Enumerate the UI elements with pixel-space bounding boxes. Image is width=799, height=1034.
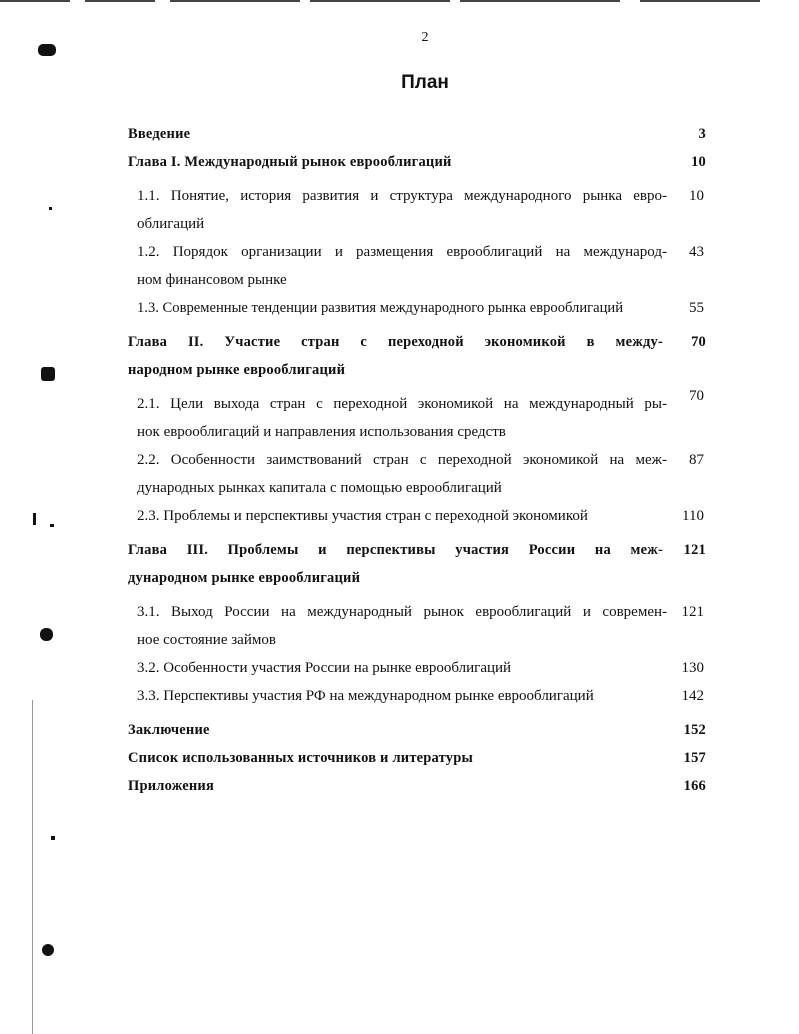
toc-page: 43 <box>689 244 704 260</box>
scan-left-edge <box>32 700 33 1034</box>
toc-label: 3.3. Перспективы участия РФ на международном рынке еврооблигаций <box>137 688 594 704</box>
table-of-contents <box>128 120 708 800</box>
toc-label: Заключение <box>128 722 210 738</box>
toc-section-3-1[interactable] <box>128 598 708 654</box>
toc-chapter-3[interactable] <box>128 536 708 592</box>
scan-mark <box>33 513 36 525</box>
scan-mark <box>40 628 53 641</box>
toc-label: 2.3. Проблемы и перспективы участия стран с переходной экономикой <box>137 508 588 524</box>
scan-mark <box>42 944 54 956</box>
toc-intro[interactable] <box>128 120 708 148</box>
toc-conclusion[interactable] <box>128 716 708 744</box>
toc-page: 130 <box>681 660 704 676</box>
toc-label: 3.2. Особенности участия России на рынке еврооблигаций <box>137 660 512 676</box>
toc-label: 1.1. Понятие, история развития и структура международного рынка евро- <box>137 188 667 204</box>
scan-top-line <box>0 0 799 3</box>
toc-page: 157 <box>683 750 706 766</box>
page-title: План <box>401 72 449 93</box>
toc-section-1-3[interactable] <box>128 294 708 322</box>
toc-chapter-1[interactable] <box>128 148 708 176</box>
toc-page: 110 <box>682 508 704 524</box>
toc-page: 87 <box>689 452 704 468</box>
toc-label: 2.2. Особенности заимствований стран с переходной экономикой на меж- <box>137 452 667 468</box>
toc-label: Глава II. Участие стран с переходной экономикой в между- <box>128 334 663 350</box>
toc-section-1-2[interactable] <box>128 238 708 294</box>
toc-page: 142 <box>681 688 704 704</box>
toc-sources[interactable] <box>128 744 708 772</box>
toc-section-3-3[interactable] <box>128 682 708 710</box>
toc-label-cont: дународных рынках капитала с помощью еврооблигаций <box>137 480 502 496</box>
toc-section-2-3[interactable] <box>128 502 708 530</box>
toc-label: 2.1. Цели выхода стран с переходной экономикой на международный ры- <box>137 396 667 412</box>
toc-section-2-2[interactable] <box>128 446 708 502</box>
toc-page: 3 <box>698 126 706 142</box>
toc-label: 1.2. Порядок организации и размещения еврооблигаций на международ- <box>137 244 667 260</box>
toc-page: 121 <box>683 542 706 558</box>
scan-mark <box>51 836 55 840</box>
toc-section-1-1[interactable] <box>128 182 708 238</box>
toc-page: 10 <box>689 188 704 204</box>
toc-label: 3.1. Выход России на международный рынок еврооблигаций и современ- <box>137 604 667 620</box>
toc-label-cont: народном рынке еврооблигаций <box>128 362 346 378</box>
toc-page: 70 <box>689 388 704 404</box>
toc-label: Глава III. Проблемы и перспективы участия России на меж- <box>128 542 663 558</box>
toc-label-cont: дународном рынке еврооблигаций <box>128 570 361 586</box>
toc-label-cont: нок еврооблигаций и направления использования средств <box>137 424 506 440</box>
toc-page: 121 <box>681 604 704 620</box>
scan-mark <box>49 207 52 210</box>
toc-label-cont: облигаций <box>137 216 205 232</box>
toc-page: 152 <box>683 722 706 738</box>
toc-label: Введение <box>128 126 191 142</box>
scan-mark <box>41 367 55 381</box>
toc-label: Глава I. Международный рынок еврооблигаций <box>128 154 452 170</box>
toc-label: 1.3. Современные тенденции развития международного рынка еврооблигаций <box>137 300 624 316</box>
toc-page: 70 <box>691 334 706 350</box>
toc-section-3-2[interactable] <box>128 654 708 682</box>
toc-appendix[interactable] <box>128 772 708 800</box>
scan-mark <box>50 524 54 527</box>
toc-page: 166 <box>683 778 706 794</box>
toc-label-cont: ное состояние займов <box>137 632 276 648</box>
toc-page: 55 <box>689 300 704 316</box>
page-number: 2 <box>421 30 429 45</box>
toc-page: 10 <box>691 154 706 170</box>
toc-label: Приложения <box>128 778 215 794</box>
toc-label: Список использованных источников и литературы <box>128 750 473 766</box>
toc-section-2-1[interactable] <box>128 390 708 446</box>
toc-chapter-2[interactable] <box>128 328 708 384</box>
toc-label-cont: ном финансовом рынке <box>137 272 287 288</box>
